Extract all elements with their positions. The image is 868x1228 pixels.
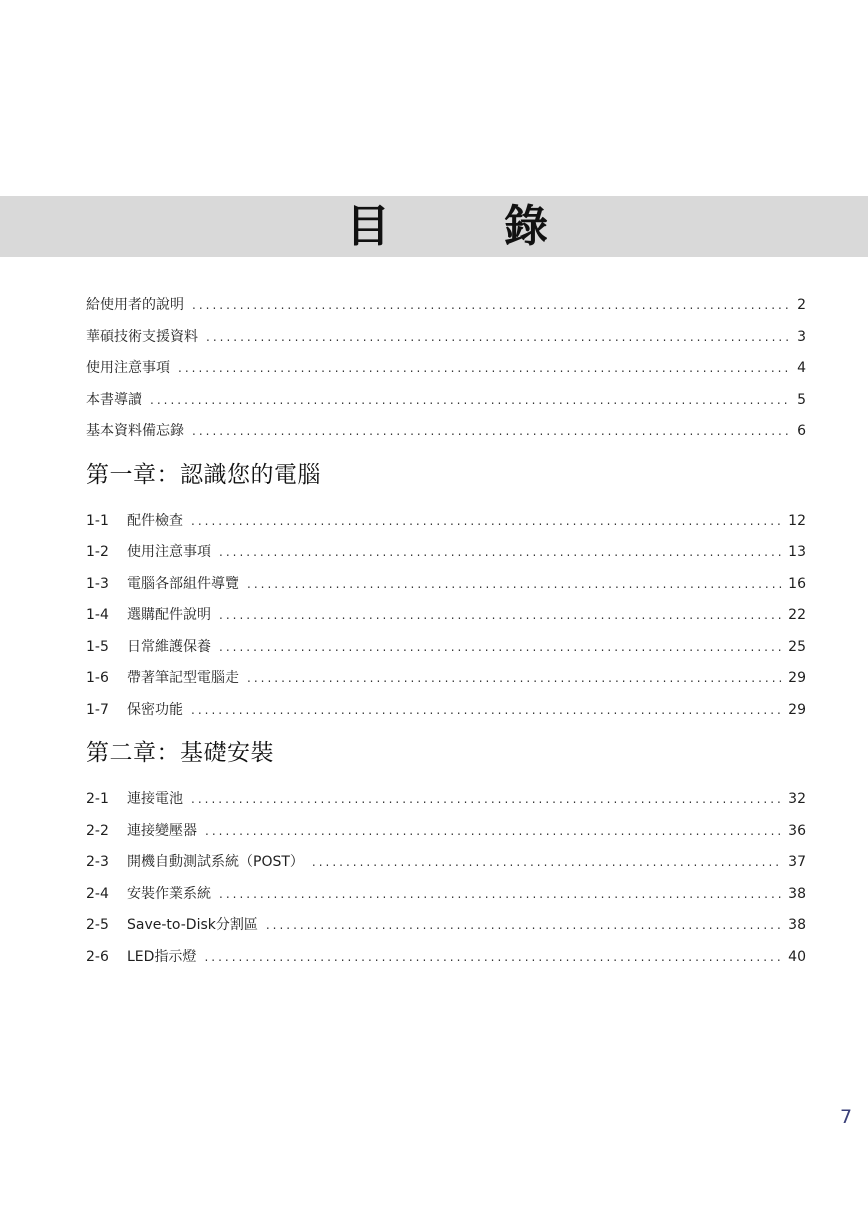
- toc-entry-label: 保密功能: [127, 701, 183, 718]
- toc-entry-number: 2-3: [86, 854, 109, 870]
- toc-entry-label: 使用注意事項: [127, 544, 211, 560]
- toc-entry[interactable]: [86, 416, 806, 448]
- toc-entry[interactable]: [86, 910, 806, 942]
- toc-entry-number: 1-5: [86, 638, 109, 655]
- toc-leader-dots: [219, 537, 782, 569]
- toc-entry-page: 36: [788, 822, 806, 839]
- toc-entry-label: LED指示燈: [127, 948, 197, 965]
- toc-entry-page: 29: [788, 670, 806, 686]
- toc-leader-dots: [219, 879, 782, 911]
- table-of-contents: [86, 290, 806, 973]
- toc-entry[interactable]: [86, 663, 806, 695]
- toc-leader-dots: [219, 600, 782, 632]
- toc-entry-number: 1-4: [86, 607, 109, 623]
- toc-entry-page: 29: [788, 701, 806, 718]
- toc-entry[interactable]: [86, 569, 806, 601]
- toc-entry-number: 2-1: [86, 791, 109, 807]
- toc-entry-page: 12: [788, 512, 806, 529]
- toc-entry-label: 電腦各部組件導覽: [127, 575, 239, 592]
- toc-leader-dots: [312, 847, 782, 879]
- toc-entry-page: 2: [797, 297, 806, 313]
- toc-entry[interactable]: [86, 632, 806, 664]
- toc-title-band: [0, 196, 868, 257]
- toc-entry[interactable]: [86, 290, 806, 322]
- toc-entry-number: 2-4: [86, 885, 109, 902]
- toc-entry-label: 選購配件說明: [127, 607, 211, 623]
- toc-entry-page: 25: [788, 638, 806, 655]
- toc-entry-page: 38: [788, 885, 806, 902]
- toc-entry-label: 基本資料備忘錄: [86, 423, 184, 439]
- chapter-heading[interactable]: 第二章：基礎安裝: [86, 740, 274, 766]
- toc-entry-label: Save-to-Disk分割區: [127, 917, 258, 933]
- toc-entry[interactable]: [86, 879, 806, 911]
- toc-entry-page: 37: [788, 854, 806, 870]
- toc-leader-dots: [191, 784, 782, 816]
- page-number: 7: [840, 1106, 853, 1128]
- toc-entry[interactable]: [86, 537, 806, 569]
- toc-leader-dots: [191, 506, 782, 538]
- toc-entry[interactable]: [86, 385, 806, 417]
- toc-entry-label: 配件檢查: [127, 512, 183, 529]
- toc-entry[interactable]: [86, 816, 806, 848]
- toc-leader-dots: [206, 322, 791, 354]
- toc-entry[interactable]: [86, 695, 806, 727]
- toc-leader-dots: [247, 569, 782, 601]
- toc-entry-label: 日常維護保養: [127, 638, 211, 655]
- toc-entry[interactable]: [86, 847, 806, 879]
- toc-leader-dots: [204, 942, 782, 974]
- toc-entry-page: 22: [788, 607, 806, 623]
- toc-entry-label: 本書導讀: [86, 391, 142, 408]
- toc-title-right: 錄: [504, 201, 548, 252]
- toc-title-left: 目: [346, 201, 390, 252]
- toc-entry-label: 帶著筆記型電腦走: [127, 670, 239, 686]
- toc-entry-label: 安裝作業系統: [127, 885, 211, 902]
- toc-leader-dots: [150, 385, 791, 417]
- toc-entry-label: 華碩技術支援資料: [86, 328, 198, 345]
- toc-entry-page: 38: [788, 917, 806, 933]
- chapter-heading[interactable]: 第一章：認識您的電腦: [86, 461, 321, 488]
- toc-entry-page: 3: [797, 328, 806, 345]
- toc-entry-page: 13: [788, 544, 806, 560]
- toc-entry-number: 1-6: [86, 670, 109, 686]
- toc-entry-number: 1-7: [86, 701, 109, 718]
- toc-entry-number: 1-3: [86, 575, 109, 592]
- toc-leader-dots: [266, 910, 782, 942]
- toc-entry[interactable]: [86, 353, 806, 385]
- toc-entry-label: 給使用者的說明: [86, 297, 184, 313]
- toc-entry-number: 1-2: [86, 544, 109, 560]
- toc-entry-page: 16: [788, 575, 806, 592]
- toc-entry-page: 5: [797, 391, 806, 408]
- toc-entry-page: 4: [797, 360, 806, 376]
- toc-leader-dots: [178, 353, 791, 385]
- toc-leader-dots: [192, 416, 791, 448]
- toc-entry[interactable]: [86, 784, 806, 816]
- toc-entry-page: 32: [788, 791, 806, 807]
- toc-entry-number: 2-6: [86, 948, 109, 965]
- toc-entry-page: 6: [797, 423, 806, 439]
- toc-entry[interactable]: [86, 322, 806, 354]
- toc-entry[interactable]: [86, 600, 806, 632]
- toc-leader-dots: [205, 816, 782, 848]
- toc-entry[interactable]: [86, 942, 806, 974]
- toc-entry-number: 1-1: [86, 512, 109, 529]
- toc-entry-label: 使用注意事項: [86, 360, 170, 376]
- toc-entry-label: 連接電池: [127, 791, 183, 807]
- toc-entry-label: 開機自動測試系統（POST）: [127, 854, 304, 870]
- toc-entry-number: 2-5: [86, 917, 109, 933]
- toc-entry[interactable]: [86, 506, 806, 538]
- toc-entry-label: 連接變壓器: [127, 822, 197, 839]
- toc-leader-dots: [192, 290, 791, 322]
- toc-entry-page: 40: [788, 948, 806, 965]
- toc-leader-dots: [219, 632, 782, 664]
- toc-leader-dots: [191, 695, 782, 727]
- toc-entry-number: 2-2: [86, 822, 109, 839]
- toc-leader-dots: [247, 663, 782, 695]
